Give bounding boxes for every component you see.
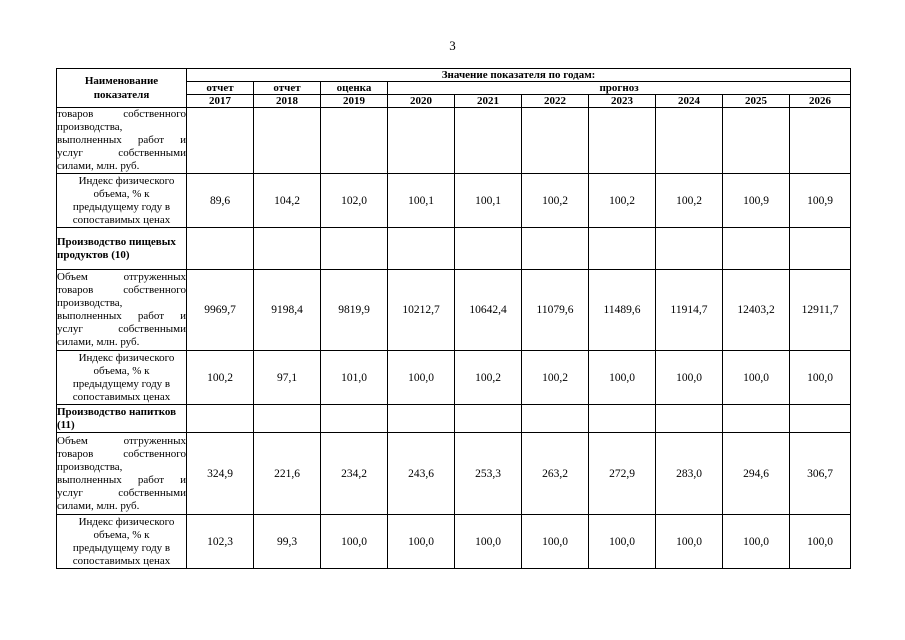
value-cell-2026	[790, 228, 851, 270]
value-cell-2021: 100,1	[455, 174, 522, 228]
header-forecast: прогноз	[388, 82, 851, 95]
value-cell-2017	[187, 108, 254, 174]
page-number: 3	[449, 38, 456, 53]
header-kind-2018: отчет	[254, 82, 321, 95]
value-cell-2021: 10642,4	[455, 270, 522, 351]
table-row	[57, 174, 851, 228]
indicator-name: Производство напитков (11)	[57, 405, 187, 433]
value-cell-2018	[254, 405, 321, 433]
value-cell-2024: 100,2	[656, 174, 723, 228]
indicator-table	[56, 68, 851, 569]
value-cell-2023	[589, 228, 656, 270]
value-cell-2018: 221,6	[254, 433, 321, 515]
value-cell-2017	[187, 405, 254, 433]
value-cell-2020: 100,1	[388, 174, 455, 228]
value-cell-2018: 97,1	[254, 351, 321, 405]
value-cell-2017: 102,3	[187, 515, 254, 569]
header-year-2019: 2019	[321, 95, 388, 108]
header-year-2026: 2026	[790, 95, 851, 108]
value-cell-2024	[656, 405, 723, 433]
indicator-name: товаров собственного производства, выполненных работ и услуг собственными силами, млн. руб.	[57, 108, 186, 172]
value-cell-2024	[656, 108, 723, 174]
indicator-name: Производство пищевых продуктов (10)	[57, 228, 187, 270]
value-cell-2022: 100,0	[522, 515, 589, 569]
table-row	[57, 108, 851, 174]
header-kind-2017: отчет	[187, 82, 254, 95]
value-cell-2023	[589, 405, 656, 433]
header-year-2017: 2017	[187, 95, 254, 108]
value-cell-2019	[321, 228, 388, 270]
header-year-2021: 2021	[455, 95, 522, 108]
indicator-name: Индекс физического объема, % к предыдущему году в сопоставимых ценах	[57, 515, 187, 569]
table-row	[57, 270, 851, 351]
value-cell-2026: 100,0	[790, 515, 851, 569]
value-cell-2018: 99,3	[254, 515, 321, 569]
value-cell-2019	[321, 108, 388, 174]
value-cell-2026: 306,7	[790, 433, 851, 515]
value-cell-2018: 104,2	[254, 174, 321, 228]
header-name-column: Наименование показателя	[57, 69, 187, 108]
value-cell-2017	[187, 228, 254, 270]
value-cell-2025	[723, 405, 790, 433]
header-year-2024: 2024	[656, 95, 723, 108]
value-cell-2021: 100,2	[455, 351, 522, 405]
value-cell-2019: 102,0	[321, 174, 388, 228]
value-cell-2024: 11914,7	[656, 270, 723, 351]
value-cell-2022	[522, 108, 589, 174]
header-kind-2019: оценка	[321, 82, 388, 95]
indicator-name: Объем отгруженных товаров собственного производства, выполненных работ и услуг собственными силами, млн. руб.	[57, 433, 187, 515]
value-cell-2024: 283,0	[656, 433, 723, 515]
value-cell-2022: 100,2	[522, 174, 589, 228]
value-cell-2023	[589, 108, 656, 174]
value-cell-2017: 324,9	[187, 433, 254, 515]
value-cell-2018	[254, 108, 321, 174]
indicator-name: Индекс физического объема, % к предыдущему году в сопоставимых ценах	[57, 351, 187, 405]
table-row	[57, 228, 851, 270]
value-cell-2017: 100,2	[187, 351, 254, 405]
value-cell-2021	[455, 228, 522, 270]
table-row	[57, 405, 851, 433]
value-cell-2021	[455, 405, 522, 433]
value-cell-2022: 100,2	[522, 351, 589, 405]
indicator-name: Индекс физического объема, % к предыдущему году в сопоставимых ценах	[57, 174, 187, 228]
value-cell-2019: 101,0	[321, 351, 388, 405]
value-cell-2021	[455, 108, 522, 174]
value-cell-2026	[790, 405, 851, 433]
indicator-name: Объем отгруженных товаров собственного производства, выполненных работ и услуг собственными силами, млн. руб.	[57, 270, 187, 351]
header-year-2022: 2022	[522, 95, 589, 108]
value-cell-2020	[388, 228, 455, 270]
value-cell-2019: 100,0	[321, 515, 388, 569]
value-cell-2018: 9198,4	[254, 270, 321, 351]
value-cell-2020: 243,6	[388, 433, 455, 515]
value-cell-2023: 272,9	[589, 433, 656, 515]
value-cell-2024: 100,0	[656, 351, 723, 405]
value-cell-2023: 100,0	[589, 351, 656, 405]
value-cell-2019	[321, 405, 388, 433]
value-cell-2025: 100,9	[723, 174, 790, 228]
value-cell-2023: 100,0	[589, 515, 656, 569]
value-cell-2025: 294,6	[723, 433, 790, 515]
value-cell-2026: 100,9	[790, 174, 851, 228]
header-row-group	[57, 69, 851, 82]
value-cell-2022: 263,2	[522, 433, 589, 515]
value-cell-2026: 12911,7	[790, 270, 851, 351]
header-year-2025: 2025	[723, 95, 790, 108]
value-cell-2023: 11489,6	[589, 270, 656, 351]
header-group-title: Значение показателя по годам:	[187, 69, 851, 82]
value-cell-2026: 100,0	[790, 351, 851, 405]
value-cell-2022	[522, 405, 589, 433]
value-cell-2017: 89,6	[187, 174, 254, 228]
value-cell-2021: 100,0	[455, 515, 522, 569]
table-row	[57, 351, 851, 405]
value-cell-2022	[522, 228, 589, 270]
value-cell-2021: 253,3	[455, 433, 522, 515]
value-cell-2020: 100,0	[388, 351, 455, 405]
value-cell-2026	[790, 108, 851, 174]
value-cell-2024: 100,0	[656, 515, 723, 569]
value-cell-2024	[656, 228, 723, 270]
header-year-2020: 2020	[388, 95, 455, 108]
value-cell-2025: 100,0	[723, 515, 790, 569]
value-cell-2025: 100,0	[723, 351, 790, 405]
table-row	[57, 515, 851, 569]
header-year-2018: 2018	[254, 95, 321, 108]
value-cell-2020: 100,0	[388, 515, 455, 569]
value-cell-2025	[723, 228, 790, 270]
header-year-2023: 2023	[589, 95, 656, 108]
value-cell-2023: 100,2	[589, 174, 656, 228]
value-cell-2022: 11079,6	[522, 270, 589, 351]
value-cell-2019: 9819,9	[321, 270, 388, 351]
value-cell-2020: 10212,7	[388, 270, 455, 351]
value-cell-2019: 234,2	[321, 433, 388, 515]
value-cell-2020	[388, 405, 455, 433]
table-row	[57, 433, 851, 515]
value-cell-2025: 12403,2	[723, 270, 790, 351]
value-cell-2020	[388, 108, 455, 174]
value-cell-2017: 9969,7	[187, 270, 254, 351]
value-cell-2018	[254, 228, 321, 270]
value-cell-2025	[723, 108, 790, 174]
